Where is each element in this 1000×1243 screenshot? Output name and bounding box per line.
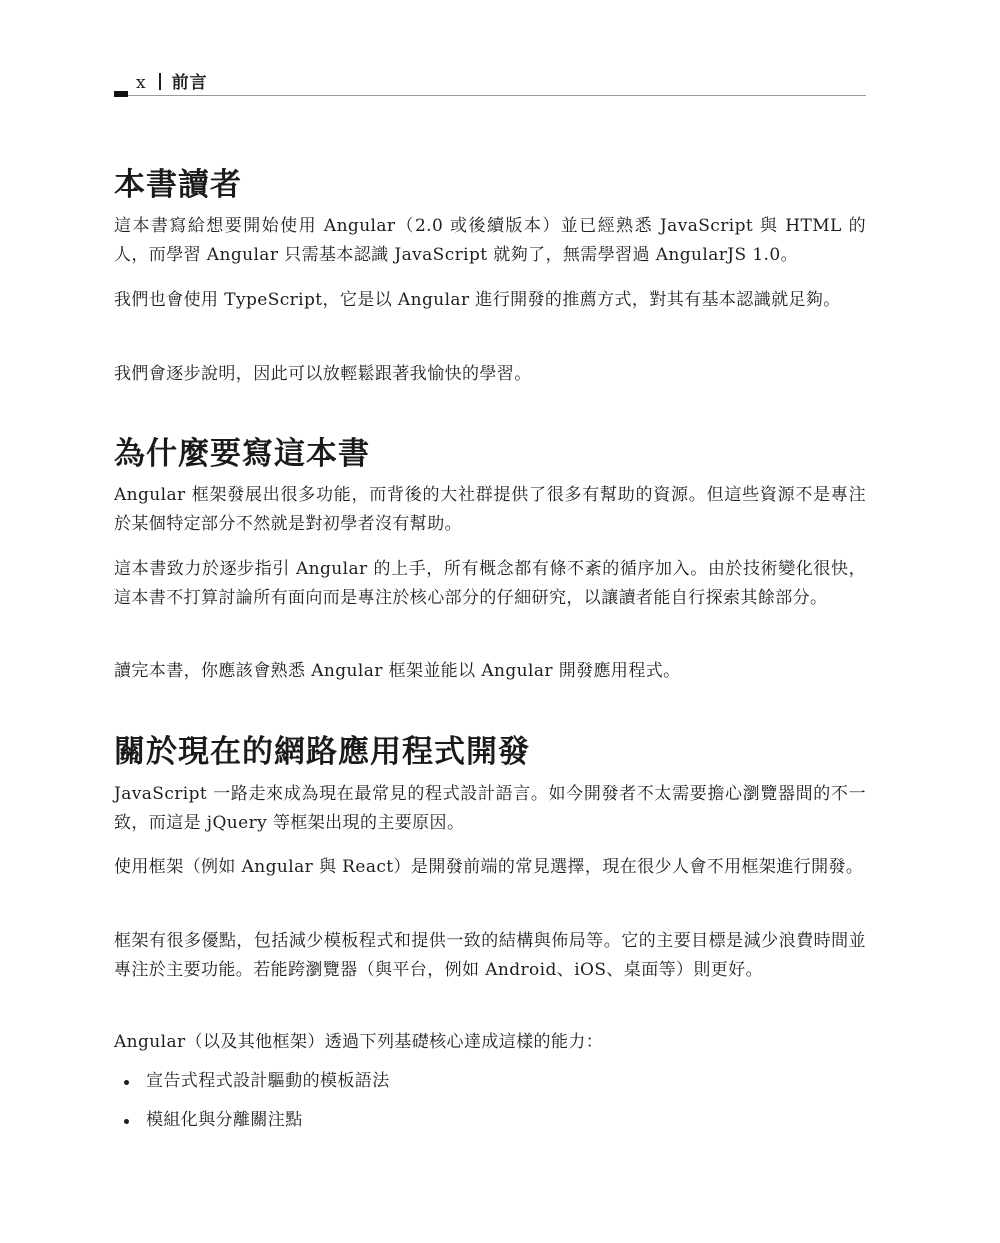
paragraph: Angular（以及其他框架）透過下列基礎核心達成這樣的能力： bbox=[114, 1032, 604, 1052]
bullet-icon bbox=[124, 1080, 129, 1085]
paragraph: 框架有很多優點，包括減少模板程式和提供一致的結構與佈局等。它的主要目標是減少浪費時間並專注於主要功能。若能跨瀏覽器（與平台，例如 Android、iOS、桌面等）則更好。 bbox=[114, 931, 866, 980]
paragraph: JavaScript 一路走來成為現在最常見的程式設計語言。如今開發者不太需要擔心瀏覽器間的不一致，而這是 jQuery 等框架出現的主要原因。 bbox=[114, 784, 866, 833]
paragraph: 使用框架（例如 Angular 與 React）是開發前端的常見選擇，現在很少人會不用框架進行開發。 bbox=[114, 857, 864, 877]
header-mark bbox=[114, 91, 128, 97]
section-heading: 本書讀者 bbox=[114, 167, 242, 203]
header-separator bbox=[159, 73, 161, 90]
paragraph: 讀完本書，你應該會熟悉 Angular 框架並能以 Angular 開發應用程式。 bbox=[114, 661, 681, 681]
paragraph: 我們也會使用 TypeScript，它是以 Angular 進行開發的推薦方式，對其有基本認識就足夠。 bbox=[114, 290, 841, 310]
list-item-text: 宣告式程式設計驅動的模板語法 bbox=[146, 1071, 390, 1091]
list-item-text: 模組化與分離關注點 bbox=[146, 1110, 303, 1130]
paragraph: 這本書寫給想要開始使用 Angular（2.0 或後續版本）並已經熟悉 JavaScript 與 HTML 的人，而學習 Angular 只需基本認識 JavaScript 就夠了，無需學習過 AngularJS 1.0。 bbox=[114, 216, 866, 265]
chapter-title: 前言 bbox=[171, 73, 208, 93]
list-item bbox=[114, 1067, 866, 1106]
paragraph: 這本書致力於逐步指引 Angular 的上手，所有概念都有條不紊的循序加入。由於技術變化很快，這本書不打算討論所有面向而是專注於核心部分的仔細研究，以讓讀者能自行探索其餘部分。 bbox=[114, 559, 866, 608]
paragraph: 我們會逐步說明，因此可以放輕鬆跟著我愉快的學習。 bbox=[114, 364, 532, 384]
header-text bbox=[136, 68, 208, 93]
header-rule bbox=[128, 95, 866, 96]
section-heading: 關於現在的網路應用程式開發 bbox=[114, 734, 530, 770]
paragraph: Angular 框架發展出很多功能，而背後的大社群提供了很多有幫助的資源。但這些資源不是專注於某個特定部分不然就是對初學者沒有幫助。 bbox=[114, 485, 866, 534]
list-item bbox=[114, 1106, 866, 1145]
section-heading: 為什麼要寫這本書 bbox=[114, 436, 370, 472]
bullet-list bbox=[114, 1067, 866, 1145]
page-number: x bbox=[136, 73, 147, 93]
running-header bbox=[114, 64, 866, 98]
bullet-icon bbox=[124, 1119, 129, 1124]
